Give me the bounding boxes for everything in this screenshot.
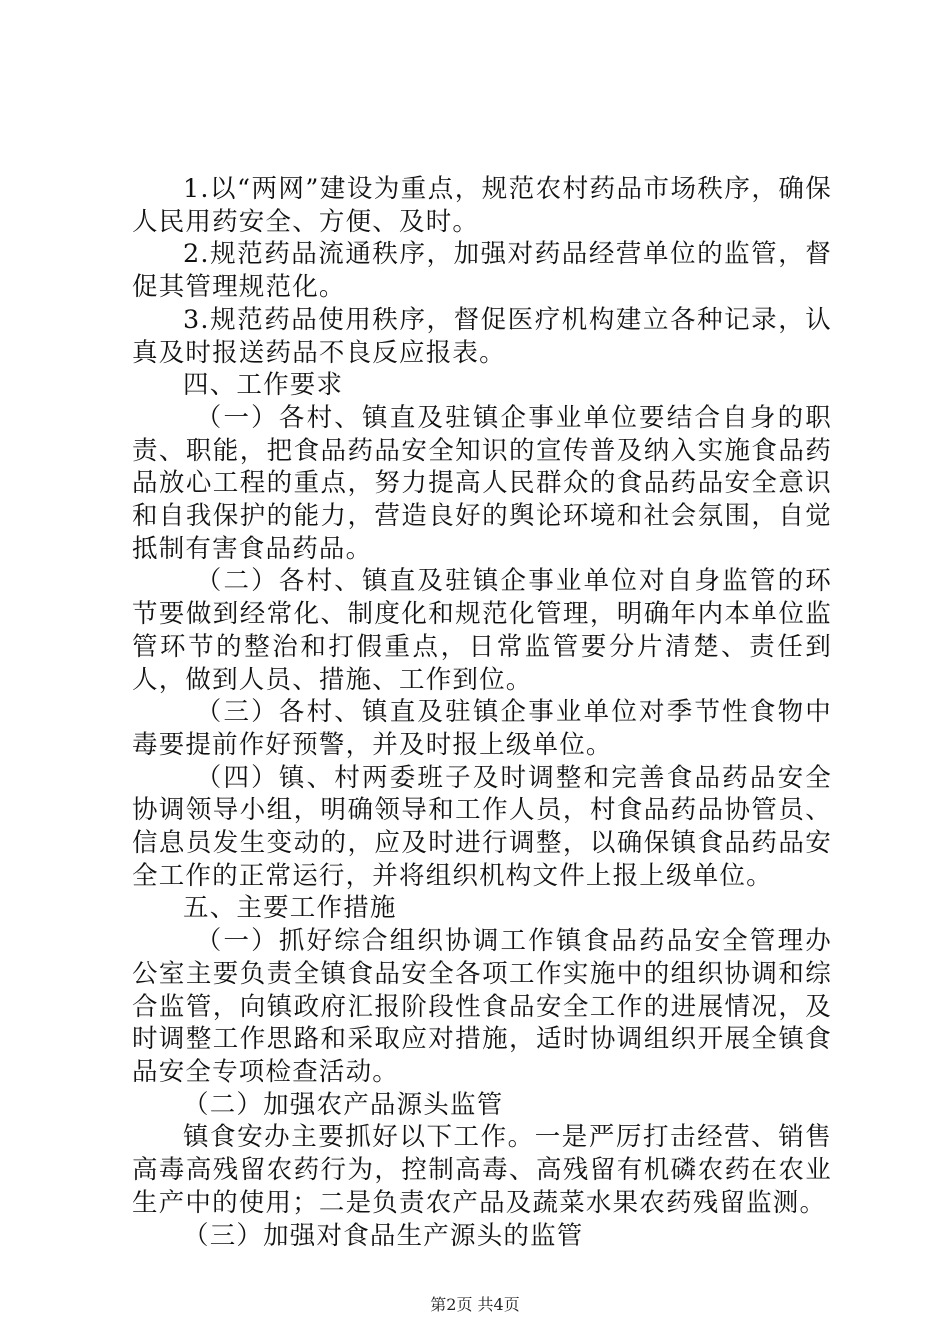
paragraph-4: （一）各村、镇直及驻镇企事业单位要结合自身的职责、职能，把食品药品安全知识的宣传普及纳入实施食品药品放心工程的重点，努力提高人民群众的食品药品安全意识和自我保护的能力，营造良好的舆论环境和社会氛围，自觉抵制有害食品药品。 <box>132 402 832 564</box>
paragraph-5: （二）各村、镇直及驻镇企事业单位对自身监管的环节要做到经常化、制度化和规范化管理，明确年内本单位监管环节的整治和打假重点，日常监管要分片清楚、责任到人，做到人员、措施、工作到位。 <box>132 566 832 695</box>
page-number-footer: 第2页 共4页 <box>430 1295 520 1314</box>
paragraph-10: 镇食安办主要抓好以下工作。一是严厉打击经营、销售高毒高残留农药行为，控制高毒、高残留有机磷农药在农业生产中的使用；二是负责农产品及蔬菜水果农药残留监测。 <box>132 1122 832 1218</box>
paragraph-8: （一）抓好综合组织协调工作镇食品药品安全管理办公室主要负责全镇食品安全各项工作实施中的组织协调和综合监管，向镇政府汇报阶段性食品安全工作的进展情况，及时调整工作思路和采取应对措施，适时协调组织开展全镇食品安全专项检查活动。 <box>132 926 832 1087</box>
paragraph-2: 2.规范药品流通秩序，加强对药品经营单位的监管，督促其管理规范化。 <box>132 239 832 303</box>
section-heading-4: 四、工作要求 <box>183 370 344 401</box>
section-heading-5: 五、主要工作措施 <box>183 893 397 924</box>
paragraph-3: 3.规范药品使用秩序，督促医疗机构建立各种记录，认真及时报送药品不良反应报表。 <box>132 304 832 368</box>
paragraph-6: （三）各村、镇直及驻镇企事业单位对季节性食物中毒要提前作好预警，并及时报上级单位。 <box>132 697 832 760</box>
paragraph-9: （二）加强农产品源头监管 <box>183 1089 504 1120</box>
paragraph-1: 1.以“两网”建设为重点，规范农村药品市场秩序，确保人民用药安全、方便、及时。 <box>132 174 832 237</box>
paragraph-7: （四）镇、村两委班子及时调整和完善食品药品安全协调领导小组，明确领导和工作人员，村食品药品协管员、信息员发生变动的，应及时进行调整，以确保镇食品药品安全工作的正常运行，并将组织机构文件上报上级单位。 <box>132 762 832 891</box>
paragraph-11: （三）加强对食品生产源头的监管 <box>183 1220 584 1251</box>
document-body <box>132 173 832 1252</box>
